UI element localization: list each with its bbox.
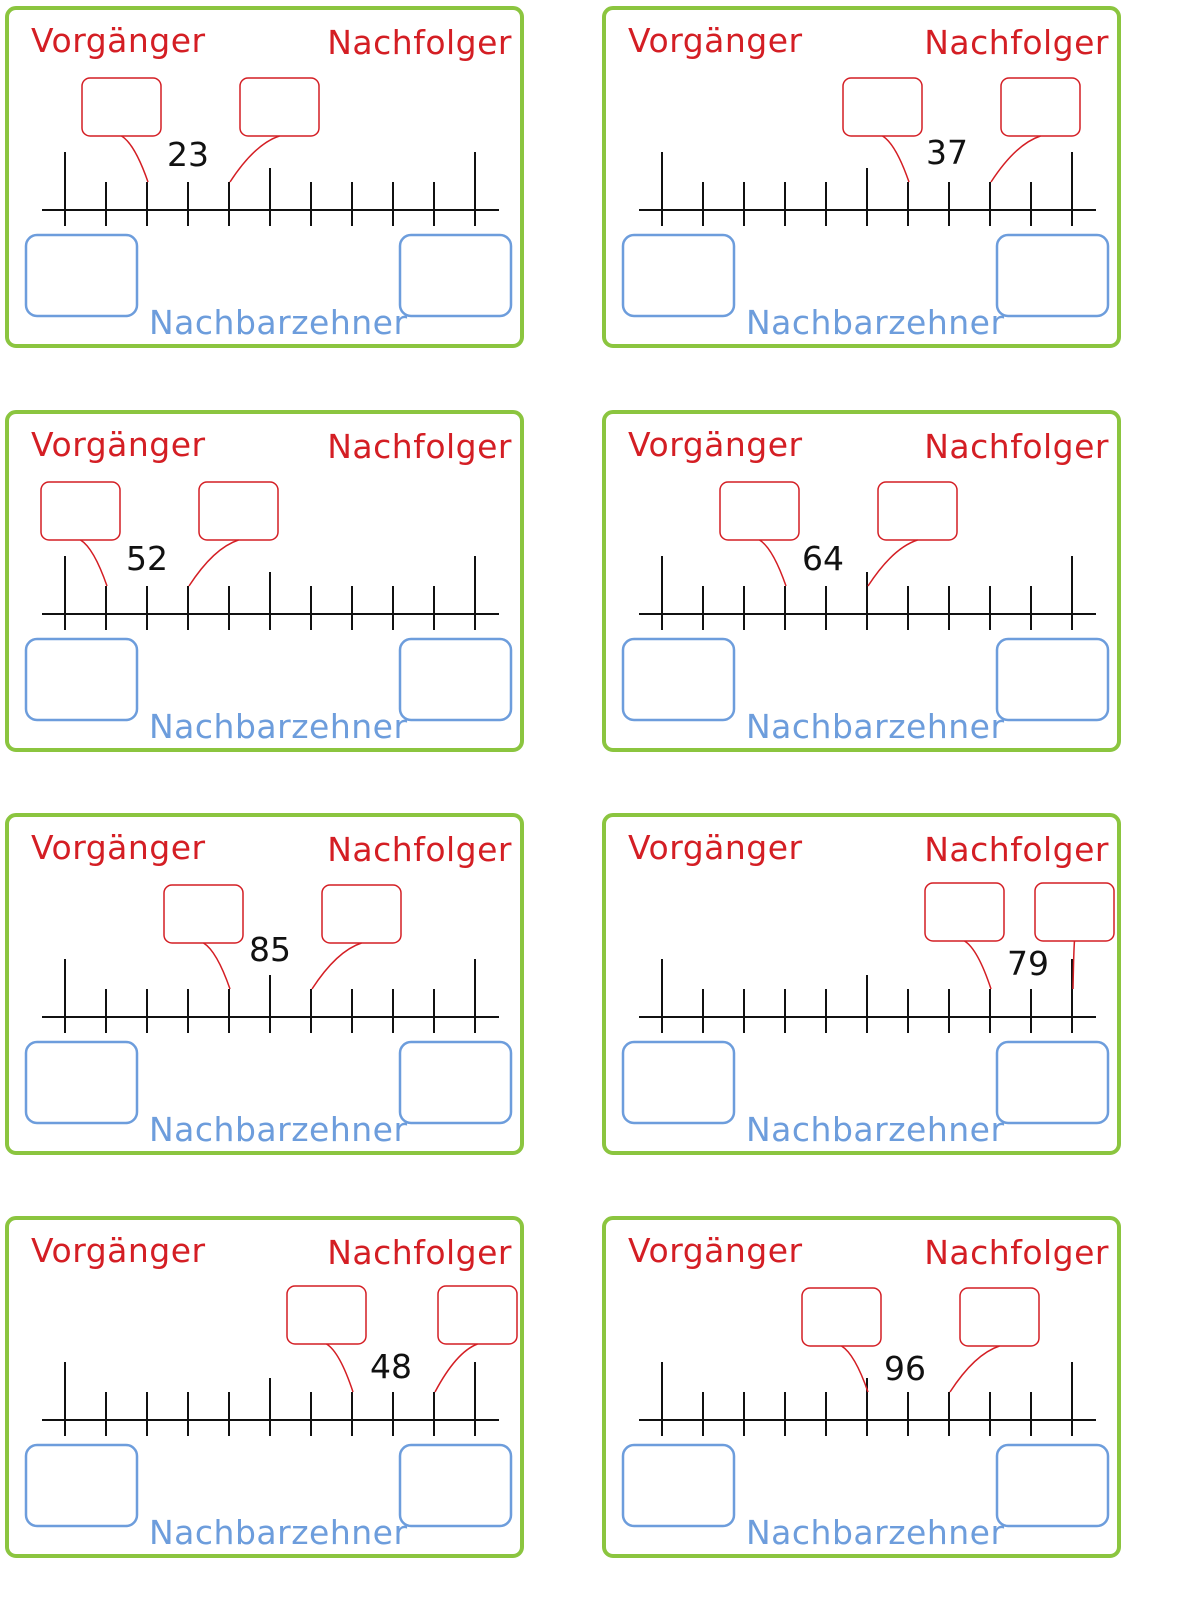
successor-pointer: [950, 1346, 1000, 1392]
predecessor-label: Vorgänger: [31, 425, 206, 464]
predecessor-pointer: [842, 1346, 869, 1392]
predecessor-box: [82, 78, 161, 136]
neighbor-tens-label: Nachbarzehner: [149, 1513, 408, 1552]
exercise-card: [602, 410, 1121, 752]
lower-tens-box: [623, 1042, 734, 1123]
predecessor-box: [925, 883, 1004, 941]
successor-pointer: [1073, 941, 1075, 989]
lower-tens-box: [623, 639, 734, 720]
upper-tens-box: [997, 1445, 1108, 1526]
predecessor-box: [720, 482, 799, 540]
predecessor-label: Vorgänger: [31, 1231, 206, 1270]
successor-box: [1001, 78, 1080, 136]
number-label: 48: [370, 1347, 412, 1386]
number-label: 96: [884, 1349, 926, 1388]
neighbor-tens-label: Nachbarzehner: [149, 303, 408, 342]
number-label: 52: [126, 539, 168, 578]
predecessor-label: Vorgänger: [31, 21, 206, 60]
upper-tens-box: [400, 1445, 511, 1526]
upper-tens-box: [400, 1042, 511, 1123]
exercise-card: [5, 813, 524, 1155]
exercise-card: [602, 1216, 1121, 1558]
successor-box: [240, 78, 319, 136]
predecessor-pointer: [760, 540, 787, 586]
predecessor-pointer: [327, 1344, 354, 1392]
upper-tens-box: [400, 639, 511, 720]
successor-label: Nachfolger: [327, 830, 512, 869]
upper-tens-box: [997, 235, 1108, 316]
successor-label: Nachfolger: [924, 23, 1109, 62]
successor-pointer: [435, 1344, 478, 1392]
successor-label: Nachfolger: [924, 830, 1109, 869]
successor-label: Nachfolger: [327, 1233, 512, 1272]
predecessor-label: Vorgänger: [628, 828, 803, 867]
lower-tens-box: [26, 235, 137, 316]
successor-pointer: [312, 943, 362, 989]
lower-tens-box: [26, 1042, 137, 1123]
upper-tens-box: [997, 1042, 1108, 1123]
successor-pointer: [868, 540, 918, 586]
exercise-card: [5, 1216, 524, 1558]
neighbor-tens-label: Nachbarzehner: [149, 707, 408, 746]
predecessor-label: Vorgänger: [31, 828, 206, 867]
neighbor-tens-label: Nachbarzehner: [746, 707, 1005, 746]
predecessor-label: Vorgänger: [628, 425, 803, 464]
lower-tens-box: [623, 1445, 734, 1526]
successor-box: [322, 885, 401, 943]
upper-tens-box: [400, 235, 511, 316]
upper-tens-box: [997, 639, 1108, 720]
successor-box: [1035, 883, 1114, 941]
predecessor-pointer: [122, 136, 149, 182]
successor-box: [199, 482, 278, 540]
neighbor-tens-label: Nachbarzehner: [746, 1513, 1005, 1552]
predecessor-box: [41, 482, 120, 540]
exercise-card: [5, 410, 524, 752]
predecessor-pointer: [81, 540, 108, 586]
predecessor-pointer: [883, 136, 910, 182]
number-label: 23: [167, 135, 209, 174]
successor-box: [878, 482, 957, 540]
successor-box: [960, 1288, 1039, 1346]
number-label: 85: [249, 930, 291, 969]
predecessor-label: Vorgänger: [628, 1231, 803, 1270]
neighbor-tens-label: Nachbarzehner: [746, 303, 1005, 342]
neighbor-tens-label: Nachbarzehner: [746, 1110, 1005, 1149]
predecessor-box: [287, 1286, 366, 1344]
predecessor-box: [802, 1288, 881, 1346]
number-label: 79: [1007, 944, 1049, 983]
lower-tens-box: [623, 235, 734, 316]
number-label: 37: [926, 133, 968, 172]
predecessor-pointer: [965, 941, 992, 989]
successor-box: [438, 1286, 517, 1344]
successor-label: Nachfolger: [924, 1233, 1109, 1272]
exercise-card: [602, 6, 1121, 348]
predecessor-pointer: [204, 943, 231, 989]
successor-pointer: [189, 540, 239, 586]
successor-label: Nachfolger: [327, 427, 512, 466]
lower-tens-box: [26, 1445, 137, 1526]
successor-pointer: [230, 136, 280, 182]
number-label: 64: [802, 539, 844, 578]
exercise-card: [5, 6, 524, 348]
successor-pointer: [991, 136, 1041, 182]
successor-label: Nachfolger: [924, 427, 1109, 466]
successor-label: Nachfolger: [327, 23, 512, 62]
predecessor-label: Vorgänger: [628, 21, 803, 60]
neighbor-tens-label: Nachbarzehner: [149, 1110, 408, 1149]
predecessor-box: [843, 78, 922, 136]
predecessor-box: [164, 885, 243, 943]
exercise-card: [602, 813, 1121, 1155]
lower-tens-box: [26, 639, 137, 720]
